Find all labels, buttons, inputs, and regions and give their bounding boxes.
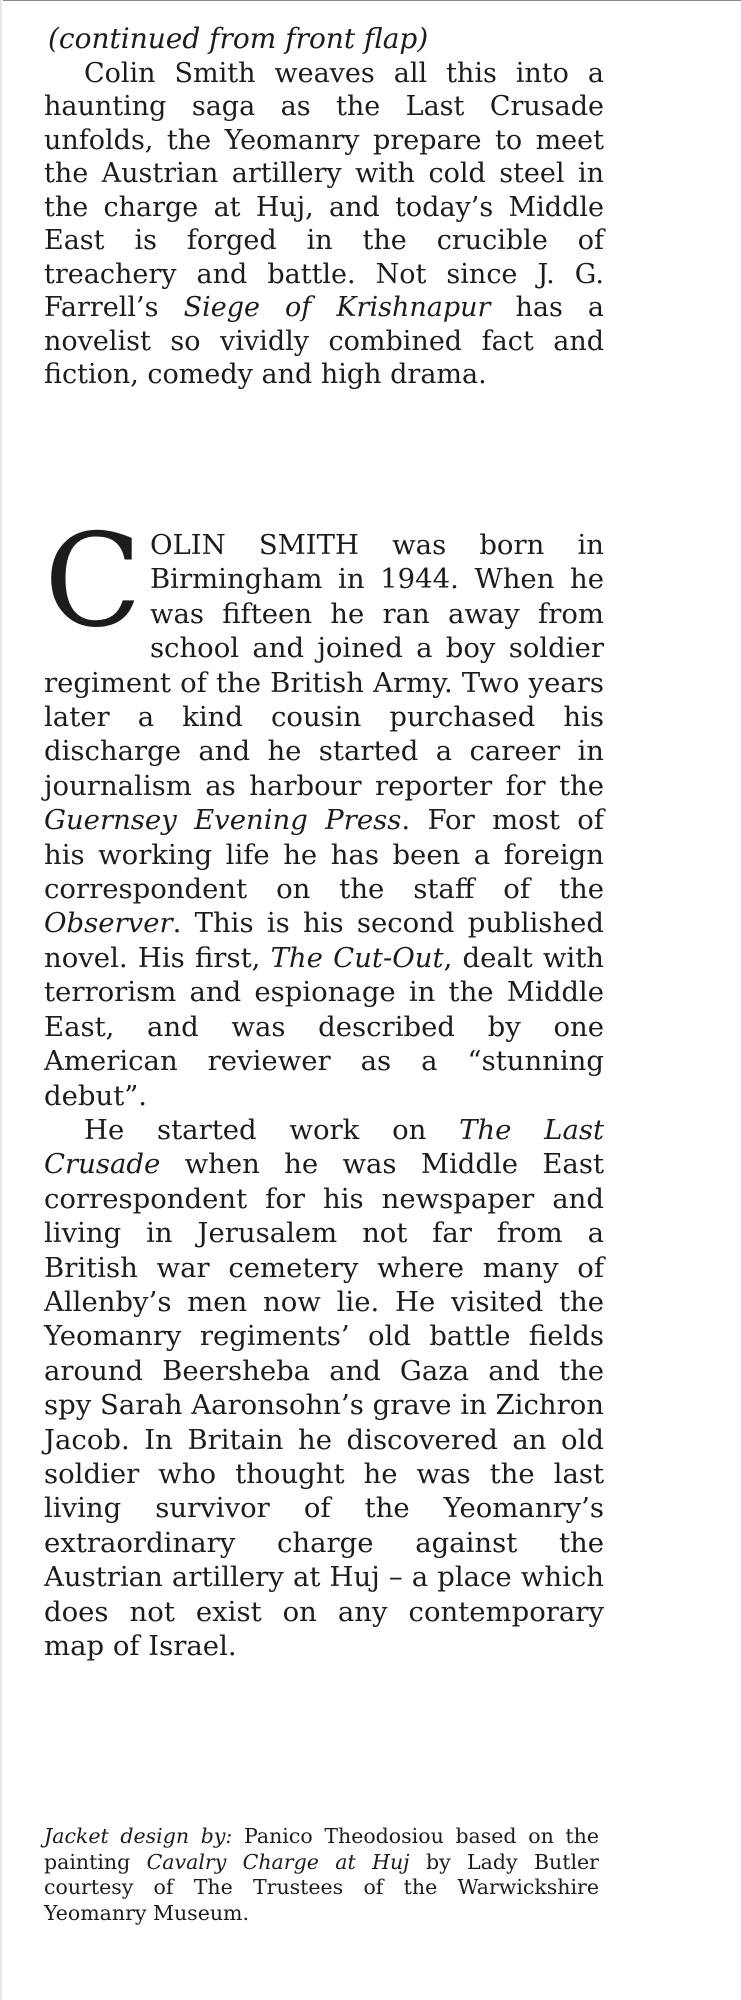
newspaper-title-guernsey: Guernsey Evening Press xyxy=(44,804,402,837)
jacket-design-credit xyxy=(44,1824,599,1926)
credit-text-1: Panico Theodosiou based on the painting xyxy=(44,1824,600,1874)
bio-text-3: . This is his second published novel. His first, xyxy=(44,907,604,974)
bio-paragraph-2 xyxy=(44,1113,604,1664)
bio-text-1: OLIN SMITH was born in Birmingham in 1944. When he was fifteen he ran away from school and joined a boy soldier regiment of the British Army. Two years later a kind cousin purchased his discharge and he started a career in journalism as harbour reporter for the xyxy=(44,529,604,802)
top-edge-line xyxy=(0,0,741,1)
flap-book-title: Siege of Krishnapur xyxy=(183,292,491,323)
bio-text-2: . For most of his working life he has been a foreign correspondent on the staff of the xyxy=(44,804,604,906)
bio-text-4: , dealt with terrorism and espionage in the Middle East, and was described by one American reviewer as a “stunning debut”. xyxy=(44,941,604,1112)
flap-continuation xyxy=(44,22,604,392)
bio-paragraph-1 xyxy=(44,507,604,1113)
book-title-cut-out: The Cut-Out xyxy=(270,941,444,974)
painting-title: Cavalry Charge at Huj xyxy=(146,1849,410,1874)
book-title-last-crusade: The Last Crusade xyxy=(44,1113,604,1181)
credit-text-2: by Lady Butler courtesy of The Trustees of the Warwickshire Yeomanry Museum. xyxy=(44,1849,599,1925)
continued-heading: (continued from front flap) xyxy=(48,22,429,55)
author-biography xyxy=(44,507,604,1663)
credit-label: Jacket design by: xyxy=(44,1824,233,1848)
bio-text-6: when he was Middle East correspondent for his newspaper and living in Jerusalem not far from a British war cemetery where many of Allenby’s men now lie. He visited the Yeomanry regiments’ old battle fields around Beersheba and Gaza and the spy Sarah Aaronsohn’s grave in Zichron Jacob. In Britain he discovered an old soldier who thought he was the last living survivor of the Yeomanry’s extraordinary charge against the Austrian artillery at Huj – a place which does not exist on any contemporary map of Israel. xyxy=(44,1148,604,1662)
flap-text-part-1: Colin Smith weaves all this into a haunting saga as the Last Crusade unfolds, the Yeomanry prepare to meet the Austrian artillery with cold steel in the charge at Huj, and today’s Middle East is forged in the crucible of treachery and battle. Not since J. G. Farrell’s xyxy=(44,57,604,323)
newspaper-title-observer: Observer xyxy=(44,907,173,940)
flap-text-part-2: has a novelist so vividly combined fact and fiction, comedy and high drama. xyxy=(44,292,605,390)
page-edge-shadow xyxy=(0,0,3,2000)
bio-text-5: He started work on xyxy=(84,1113,460,1146)
drop-cap: C xyxy=(44,507,142,656)
